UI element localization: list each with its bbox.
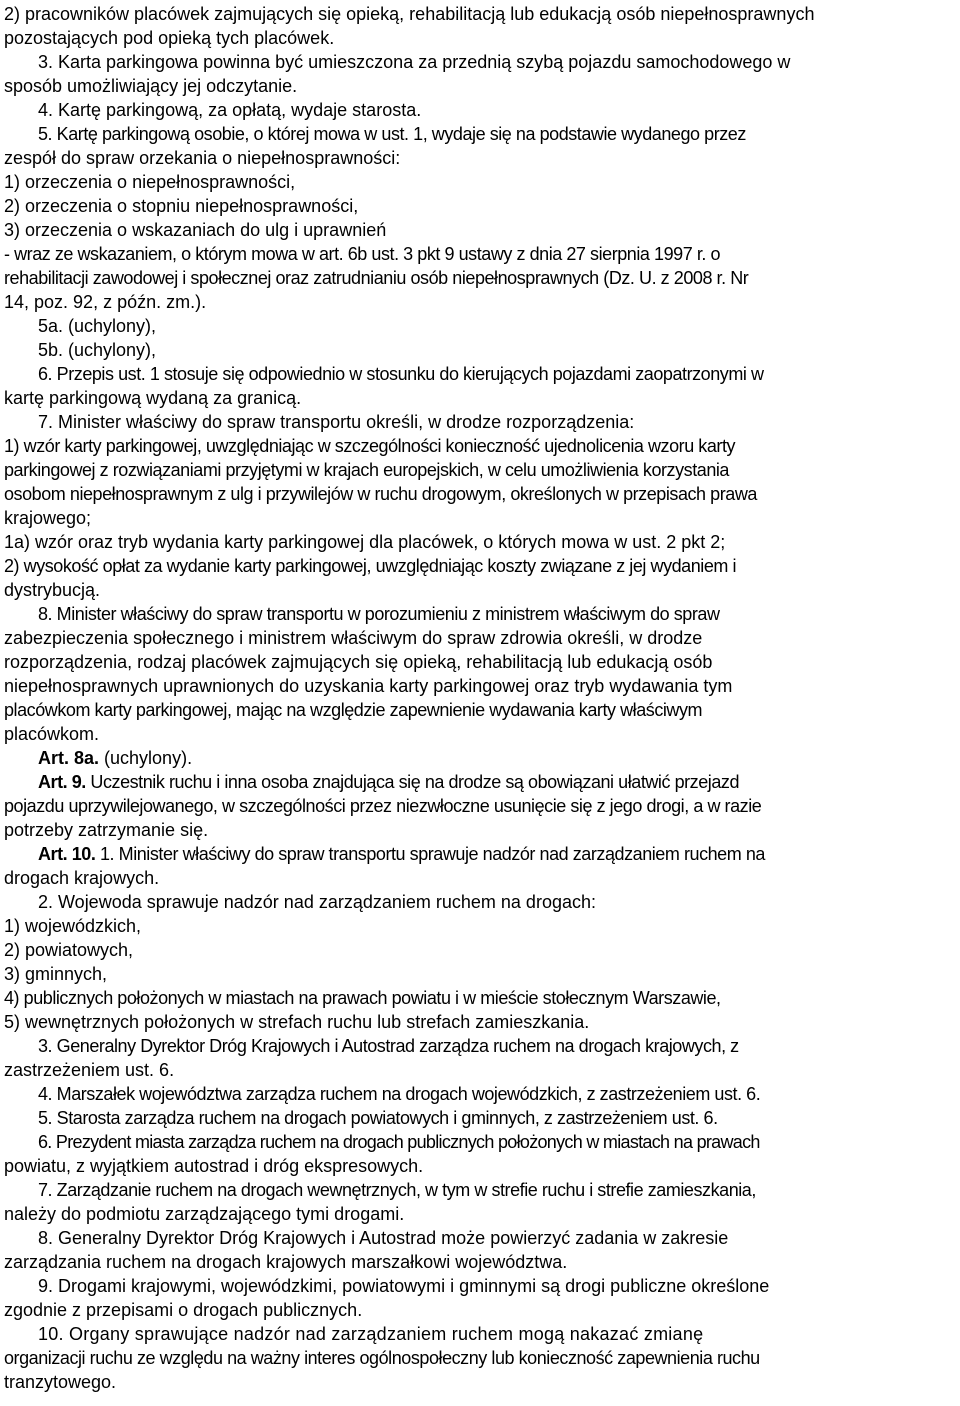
- text-line: pojazdu uprzywilejowanego, w szczególności przez niezwłoczne usunięcie się z jego drogi, a w razie: [4, 796, 762, 816]
- text-line: 14, poz. 92, z późn. zm.).: [4, 292, 207, 312]
- text-line: 3. Generalny Dyrektor Dróg Krajowych i Autostrad zarządza ruchem na drogach krajowych, z: [38, 1036, 739, 1056]
- text-line: 5. Starosta zarządza ruchem na drogach powiatowych i gminnych, z zastrzeżeniem ust. 6.: [38, 1108, 718, 1128]
- text-line: organizacji ruchu ze względu na ważny interes ogólnospołeczny lub konieczność zapewnienia ruchu: [4, 1348, 760, 1368]
- text-line: 5) wewnętrznych położonych w strefach ruchu lub strefach zamieszkania.: [4, 1012, 590, 1032]
- text-line: rehabilitacji zawodowej i społecznej oraz zatrudnianiu osób niepełnosprawnych (Dz. U. z 2008 r. Nr: [4, 268, 749, 288]
- text-line: 2) powiatowych,: [4, 940, 134, 960]
- text-line: rozporządzenia, rodzaj placówek zajmujących się opieką, rehabilitacją lub edukacją osób: [4, 652, 713, 672]
- text-line: 1) wzór karty parkingowej, uwzględniając w szczególności konieczność ujednolicenia wzoru karty: [4, 436, 736, 456]
- text-line: zgodnie z przepisami o drogach publicznych.: [4, 1300, 363, 1320]
- text-line: 1a) wzór oraz tryb wydania karty parkingowej dla placówek, o których mowa w ust. 2 pkt 2;: [4, 532, 726, 552]
- text-line: powiatu, z wyjątkiem autostrad i dróg ekspresowych.: [4, 1156, 424, 1176]
- text-line: osobom niepełnosprawnym z ulg i przywilejów w ruchu drogowym, określonych w przepisach prawa: [4, 484, 757, 504]
- text-line: 5a. (uchylony),: [38, 316, 157, 336]
- article-9-line: [4, 770, 956, 794]
- text-line: 2) wysokość opłat za wydanie karty parkingowej, uwzględniając koszty związane z jej wydaniem i: [4, 556, 737, 576]
- article-label: Art. 8a.: [38, 748, 100, 768]
- text-line: potrzeby zatrzymanie się.: [4, 820, 209, 840]
- text-line: zarządzania ruchem na drogach krajowych marszałkowi województwa.: [4, 1252, 568, 1272]
- text-line: 2) orzeczenia o stopniu niepełnosprawności,: [4, 196, 359, 216]
- text-line: 3) orzeczenia o wskazaniach do ulg i uprawnień: [4, 220, 387, 240]
- article-label: Art. 10.: [38, 844, 96, 864]
- text-line: 3) gminnych,: [4, 964, 108, 984]
- text-line: 8. Generalny Dyrektor Dróg Krajowych i Autostrad może powierzyć zadania w zakresie: [38, 1228, 729, 1248]
- text-line: 5. Kartę parkingową osobie, o której mowa w ust. 1, wydaje się na podstawie wydanego przez: [38, 124, 746, 144]
- article-8a-line: [4, 746, 956, 770]
- text-line: zabezpieczenia społecznego i ministrem właściwym do spraw zdrowia określi, w drodze: [4, 628, 703, 648]
- text-line: 1) wojewódzkich,: [4, 916, 142, 936]
- text-line: 9. Drogami krajowymi, wojewódzkimi, powiatowymi i gminnymi są drogi publiczne określone: [38, 1276, 770, 1296]
- text-line: krajowego;: [4, 508, 92, 528]
- text-line: 6. Prezydent miasta zarządza ruchem na drogach publicznych położonych w miastach na prawach: [38, 1132, 760, 1152]
- text-line: 5b. (uchylony),: [38, 340, 157, 360]
- text-line: (uchylony).: [99, 748, 193, 768]
- text-line: 4. Marszałek województwa zarządza ruchem na drogach wojewódzkich, z zastrzeżeniem ust. 6.: [38, 1084, 761, 1104]
- text-line: 6. Przepis ust. 1 stosuje się odpowiednio w stosunku do kierujących pojazdami zaopatrzonymi w: [38, 364, 764, 384]
- text-line: 7. Minister właściwy do spraw transportu określi, w drodze rozporządzenia:: [38, 412, 635, 432]
- text-line: sposób umożliwiający jej odczytanie.: [4, 76, 298, 96]
- text-line: należy do podmiotu zarządzającego tymi drogami.: [4, 1204, 405, 1224]
- text-line: 8. Minister właściwy do spraw transportu w porozumieniu z ministrem właściwym do spraw: [38, 604, 720, 624]
- text-line: kartę parkingową wydaną za granicą.: [4, 388, 302, 408]
- text-line: 10. Organy sprawujące nadzór nad zarządzaniem ruchem mogą nakazać zmianę: [38, 1324, 704, 1344]
- text-line: dystrybucją.: [4, 580, 101, 600]
- document-page: [4, 2, 956, 1394]
- text-line: 1) orzeczenia o niepełnosprawności,: [4, 172, 296, 192]
- text-line: placówkom.: [4, 724, 100, 744]
- text-line: 2) pracowników placówek zajmujących się opieką, rehabilitacją lub edukacją osób niepełnosprawnych: [4, 4, 815, 24]
- text-line: 1. Minister właściwy do spraw transportu sprawuje nadzór nad zarządzaniem ruchem na: [95, 844, 765, 864]
- text-line: placówkom karty parkingowej, mając na względzie zapewnienie wydawania karty właściwym: [4, 700, 703, 720]
- text-line: niepełnosprawnych uprawnionych do uzyskania karty parkingowej oraz tryb wydawania tym: [4, 676, 733, 696]
- text-line: drogach krajowych.: [4, 868, 160, 888]
- text-line: 3. Karta parkingowa powinna być umieszczona za przednią szybą pojazdu samochodowego w: [38, 52, 791, 72]
- text-line: Uczestnik ruchu i inna osoba znajdująca się na drodze są obowiązani ułatwić przejazd: [85, 772, 740, 792]
- text-line: 4) publicznych położonych w miastach na prawach powiatu i w mieście stołecznym Warszawie,: [4, 988, 721, 1008]
- text-line: tranzytowego.: [4, 1372, 117, 1392]
- text-line: zespół do spraw orzekania o niepełnosprawności:: [4, 148, 401, 168]
- text-line: 7. Zarządzanie ruchem na drogach wewnętrznych, w tym w strefie ruchu i strefie zamieszkania,: [38, 1180, 756, 1200]
- text-line: - wraz ze wskazaniem, o którym mowa w art. 6b ust. 3 pkt 9 ustawy z dnia 27 sierpnia 1997 r. o: [4, 244, 721, 264]
- text-line: 2. Wojewoda sprawuje nadzór nad zarządzaniem ruchem na drogach:: [38, 892, 596, 912]
- text-line: parkingowej z rozwiązaniami przyjętymi w krajach europejskich, w celu umożliwienia korzystania: [4, 460, 729, 480]
- article-label: Art. 9.: [38, 772, 86, 792]
- text-line: 4. Kartę parkingową, za opłatą, wydaje starosta.: [38, 100, 422, 120]
- text-line: zastrzeżeniem ust. 6.: [4, 1060, 175, 1080]
- text-line: pozostających pod opieką tych placówek.: [4, 28, 335, 48]
- article-10-line: [4, 842, 956, 866]
